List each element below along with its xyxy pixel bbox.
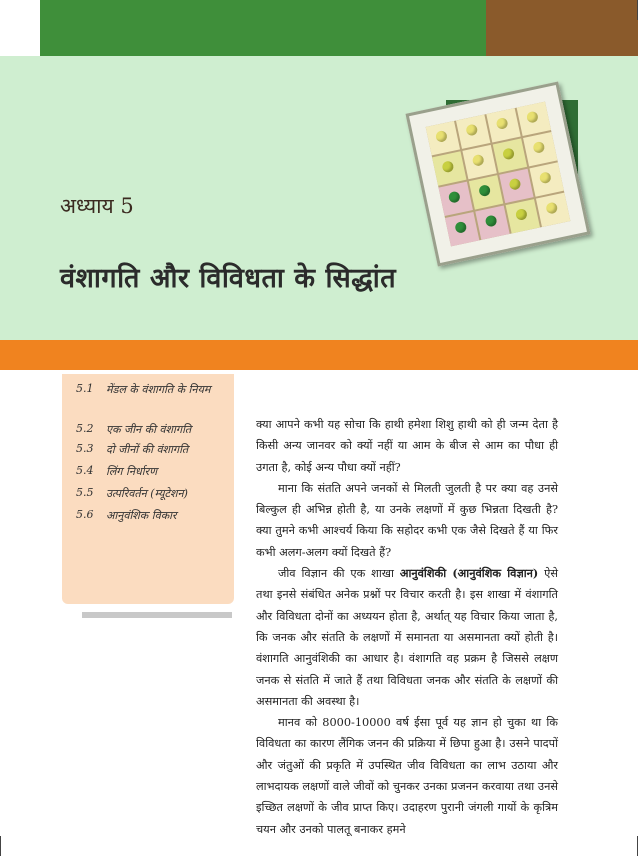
toc-text: उत्परिवर्तन (म्यूटेशन) xyxy=(106,487,188,500)
crop-mark xyxy=(0,836,1,856)
pea-seed-icon xyxy=(478,184,491,197)
pea-seed-icon xyxy=(485,214,498,227)
toc-text: एक जीन की वंशागति xyxy=(106,423,192,436)
toc-number: 5.3 xyxy=(76,442,94,455)
pea-seed-icon xyxy=(515,208,528,221)
pea-seed-icon xyxy=(435,130,448,143)
chapter-contents-box xyxy=(62,374,234,604)
pea-seed-icon xyxy=(532,141,545,154)
toc-number: 5.6 xyxy=(76,508,94,521)
paragraph-text: जीव विज्ञान की एक शाखा xyxy=(278,567,400,581)
punnett-cell xyxy=(486,108,520,142)
paragraph-text: ऐसे तथा इनसे संबंधित अनेक प्रश्नों पर विचार करती है। इस शाखा में वंशागति और विविधता दोनों का अध्ययन होता है, अर्थात् यह विचार किया जाता है, कि जनक और संतति के लक्षणों में समानता या असमानता क्यों होती है। वंशागति आनुवंशिकी का आधार है। वंशागति वह प्रक्रम है जिससे लक्षण जनक से संतति में जाते हैं तथा विविधता जनक और संतति के लक्षणों की असमानता की अवस्था है। xyxy=(256,567,558,708)
section-divider-band xyxy=(0,340,638,370)
paragraph: मानव को 8000-10000 वर्ष ईसा पूर्व यह ज्ञान हो चुका था कि विविधता का कारण लैंगिक जनन की प्रक्रिया में छिपा हुआ है। उसने पादपों और जंतुओं की प्रकृति में उपस्थित जीव विविधता का लाभ उठाया और लाभदायक लक्षणों वाले जीवों को चुनकर उनका प्रजनन करवाया तथा उनसे इच्छित लक्षणों के जीव प्राप्त किए। उदाहरण पुरानी जंगली गायों के कृत्रिम चयन और उनको पालतू बनाकर हमने xyxy=(256,716,558,836)
punnett-cell xyxy=(462,145,496,179)
header-green-bar xyxy=(40,0,486,56)
paragraph xyxy=(256,563,558,712)
header-brown-bar xyxy=(486,0,638,56)
punnett-cell xyxy=(517,102,551,136)
punnett-cell xyxy=(439,182,473,216)
contents-rule xyxy=(82,612,232,618)
pea-seed-icon xyxy=(465,123,478,136)
toc-number: 5.5 xyxy=(76,486,94,499)
pea-seed-icon xyxy=(545,202,558,215)
pea-seed-icon xyxy=(496,117,509,130)
pea-seed-icon xyxy=(539,171,552,184)
pea-seed-icon xyxy=(441,160,454,173)
punnett-grid xyxy=(426,102,571,247)
toc-number: 5.2 xyxy=(76,422,94,435)
punnett-cell xyxy=(432,151,466,185)
pea-seed-icon xyxy=(454,221,467,234)
punnett-cell xyxy=(456,115,490,149)
chapter-intro-text xyxy=(256,414,558,840)
pea-seed-icon xyxy=(508,178,521,191)
punnett-cell xyxy=(475,206,509,240)
paragraph: माना कि संतति अपने जनकों से मिलती जुलती है पर क्या वह उनसे बिल्कुल ही अभिन्न होती है, या उनके लक्षणों में कुछ भिन्नता दिखती है? क्या तुमने कभी आश्चर्य किया कि सहोदर कभी एक जैसे दिखते हैं या फिर कभी अलग-अलग क्यों दिखते हैं? xyxy=(256,481,558,559)
punnett-square-illustration xyxy=(405,81,590,266)
toc-text: मेंडल के वंशागति के नियम xyxy=(106,383,211,396)
punnett-cell xyxy=(445,212,479,246)
punnett-cell xyxy=(530,162,564,196)
pea-seed-icon xyxy=(472,154,485,167)
toc-number: 5.1 xyxy=(76,382,94,395)
toc-number: 5.4 xyxy=(76,464,94,477)
pea-seed-icon xyxy=(502,147,515,160)
toc-text: आनुवंशिक विकार xyxy=(106,509,177,522)
chapter-number: अध्याय 5 xyxy=(60,194,134,218)
punnett-cell xyxy=(499,169,533,203)
paragraph: क्या आपने कभी यह सोचा कि हाथी हमेशा शिशु हाथी को ही जन्म देता है किसी अन्य जानवर को क्यों नहीं या आम के बीज से आम का पौधा ही उगता है, कोई अन्य पौधा क्यों नहीं? xyxy=(256,418,558,474)
pea-seed-icon xyxy=(526,111,539,124)
chapter-title: वंशागति और विविधता के सिद्धांत xyxy=(60,263,397,294)
bold-term: आनुवंशिकी (आनुवंशिक विज्ञान) xyxy=(399,566,539,581)
punnett-cell xyxy=(536,193,570,227)
punnett-cell xyxy=(469,175,503,209)
punnett-cell xyxy=(506,199,540,233)
toc-text: लिंग निर्धारण xyxy=(106,465,158,478)
toc-text: दो जीनों की वंशागति xyxy=(106,443,189,456)
punnett-cell xyxy=(523,132,557,166)
punnett-cell xyxy=(493,138,527,172)
pea-seed-icon xyxy=(448,191,461,204)
punnett-cell xyxy=(426,121,460,155)
